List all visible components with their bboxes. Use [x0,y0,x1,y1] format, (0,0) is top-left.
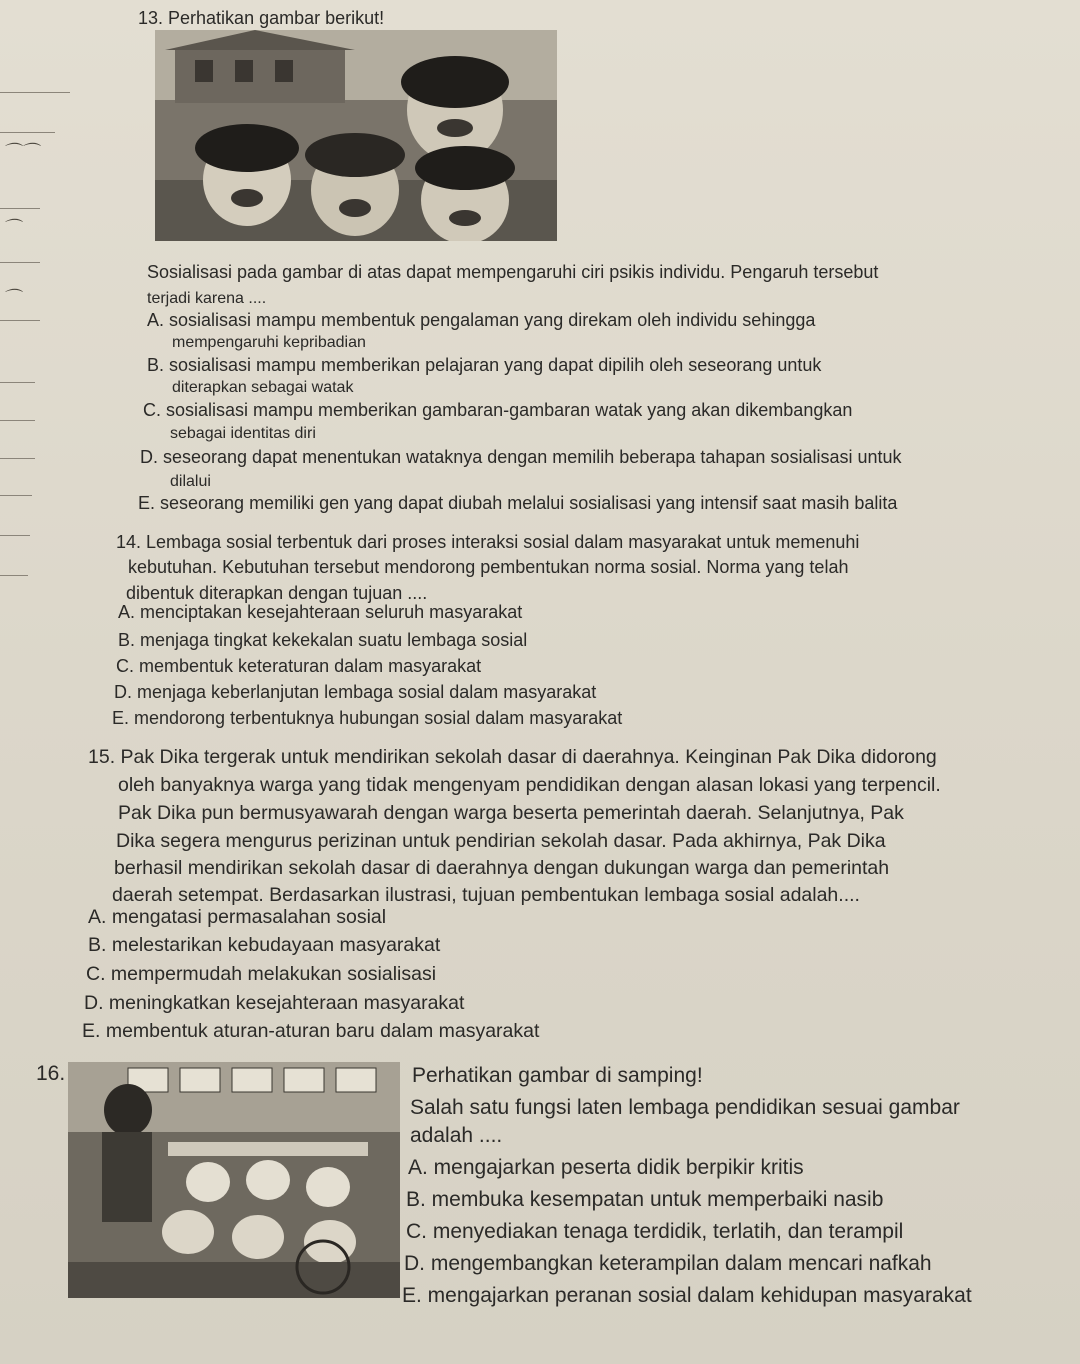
margin-scribble: ⌒ [2,288,20,309]
q14-stem-line1: 14. Lembaga sosial terbentuk dari proses interaksi sosial dalam masyarakat untuk memenuhi [116,532,860,552]
q15-stem-line2: oleh banyaknya warga yang tidak mengenyam pendidikan dengan alasan lokasi yang terpencil. [118,774,941,796]
margin-line [0,382,35,383]
q13-option-a-line1[interactable]: A. sosialisasi mampu membentuk pengalaman yang direkam oleh individu sehingga [147,310,816,330]
q16-number: 16. [36,1062,66,1085]
q13-option-d-line2: dilalui [170,473,211,490]
q16-option-a[interactable]: A. mengajarkan peserta didik berpikir kritis [408,1156,804,1179]
q14-option-a[interactable]: A. menciptakan kesejahteraan seluruh masyarakat [118,602,523,622]
q13-stem-line2: terjadi karena .... [147,290,267,307]
margin-scribble: ⌒ [2,218,20,239]
q16-option-d[interactable]: D. mengembangkan keterampilan dalam mencari nafkah [404,1252,932,1275]
q15-option-e[interactable]: E. membentuk aturan-aturan baru dalam masyarakat [82,1020,540,1042]
q16-stem-line1: Perhatikan gambar di samping! [412,1064,703,1087]
margin-scribble: ⌒⌒ [2,142,38,163]
q15-option-d[interactable]: D. meningkatkan kesejahteraan masyarakat [84,992,465,1014]
photo-illustration [155,30,557,241]
q14-option-d[interactable]: D. menjaga keberlanjutan lembaga sosial dalam masyarakat [114,682,597,702]
q15-stem-line4: Dika segera mengurus perizinan untuk pendirian sekolah dasar. Pada akhirnya, Pak Dika [116,830,886,852]
margin-line [0,535,30,536]
q14-stem-line2: kebutuhan. Kebutuhan tersebut mendorong pembentukan norma sosial. Norma yang telah [128,557,849,577]
q13-option-e[interactable]: E. seseorang memiliki gen yang dapat diubah melalui sosialisasi yang intensif saat masih balita [138,493,898,513]
q15-stem-line6: daerah setempat. Berdasarkan ilustrasi, tujuan pembentukan lembaga sosial adalah.... [112,884,860,906]
q15-stem-line3: Pak Dika pun bermusyawarah dengan warga beserta pemerintah daerah. Selanjutnya, Pak [118,802,904,824]
margin-line [0,495,32,496]
margin-line [0,420,35,421]
margin-line [0,575,28,576]
q15-option-b[interactable]: B. melestarikan kebudayaan masyarakat [88,934,441,956]
q14-stem-line3: dibentuk diterapkan dengan tujuan .... [126,583,428,603]
q16-stem-line3: adalah .... [410,1124,503,1147]
q16-stem-line2: Salah satu fungsi laten lembaga pendidikan sesuai gambar [410,1096,960,1119]
q15-stem-line5: berhasil mendirikan sekolah dasar di daerahnya dengan dukungan warga dan pemerintah [114,857,890,879]
margin-line [0,320,40,321]
q15-stem-line1: 15. Pak Dika tergerak untuk mendirikan sekolah dasar di daerahnya. Keinginan Pak Dika didorong [88,746,937,768]
q13-option-c-line1[interactable]: C. sosialisasi mampu memberikan gambaran-gambaran watak yang akan dikembangkan [143,400,853,420]
q16-option-b[interactable]: B. membuka kesempatan untuk memperbaiki nasib [406,1188,884,1211]
q13-option-b-line2: diterapkan sebagai watak [172,379,354,396]
q13-option-b-line1[interactable]: B. sosialisasi mampu memberikan pelajaran yang dapat dipilih oleh seseorang untuk [147,355,822,375]
margin-line [0,208,40,209]
q14-option-c[interactable]: C. membentuk keteraturan dalam masyarakat [116,656,482,676]
q13-option-d-line1[interactable]: D. seseorang dapat menentukan wataknya dengan memilih beberapa tahapan sosialisasi untuk [140,447,902,467]
classroom-illustration [68,1062,400,1298]
q14-option-b[interactable]: B. menjaga tingkat kekekalan suatu lembaga sosial [118,630,528,650]
q16-option-e[interactable]: E. mengajarkan peranan sosial dalam kehidupan masyarakat [402,1284,972,1307]
q13-stem-line1: Sosialisasi pada gambar di atas dapat mempengaruhi ciri psikis individu. Pengaruh tersebut [147,262,879,282]
q13-title: 13. Perhatikan gambar berikut! [138,8,385,28]
margin-line [0,92,70,93]
q14-option-e[interactable]: E. mendorong terbentuknya hubungan sosial dalam masyarakat [112,708,623,728]
q13-option-a-line2: mempengaruhi kepribadian [172,334,366,351]
margin-line [0,458,35,459]
margin-line [0,132,55,133]
q13-photo-people-laughing [155,30,557,241]
q15-option-c[interactable]: C. mempermudah melakukan sosialisasi [86,963,437,985]
q16-option-c[interactable]: C. menyediakan tenaga terdidik, terlatih, dan terampil [406,1220,904,1243]
q15-option-a[interactable]: A. mengatasi permasalahan sosial [88,906,387,928]
margin-line [0,262,40,263]
q16-photo-classroom [68,1062,400,1298]
q13-option-c-line2: sebagai identitas diri [170,425,316,442]
